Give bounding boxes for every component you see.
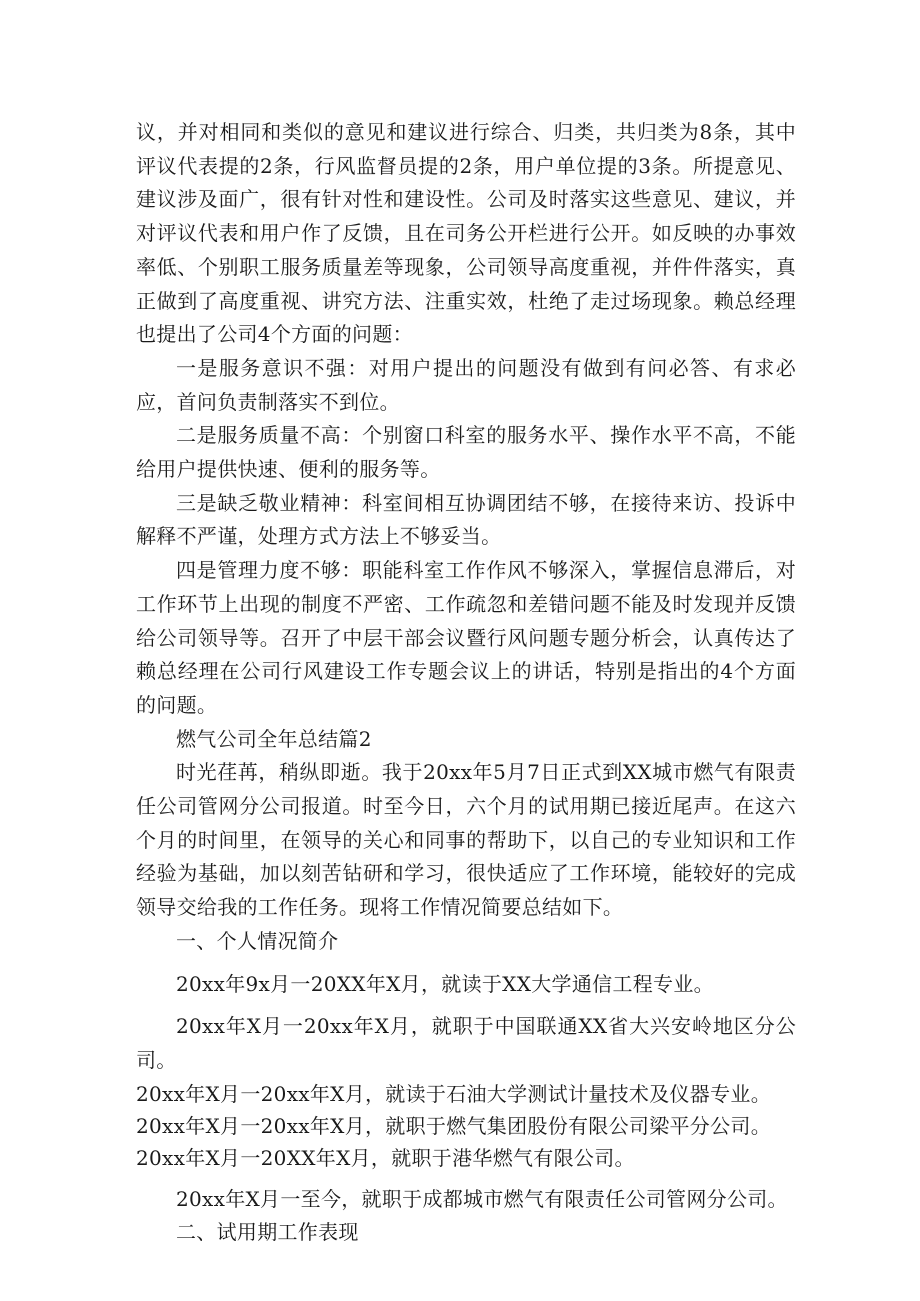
paragraph-probation-intro: 时光荏苒，稍纵即逝。我于20xx年5月7日正式到XX城市燃气有限责任公司管网分公司报道。时至今日，六个月的试用期已接近尾声。在这六个月的时间里，在领导的关心和同事的帮助下，以自己的专业知识和工作经验为基础，加以刻苦钻研和学习，很快适应了工作环境，能较好的完成领导交给我的工作任务。现将工作情况简要总结如下。 (136, 760, 796, 920)
section-title-part-2: 燃气公司全年总结篇2 (176, 726, 372, 751)
resume-item-5: 20xx年X月一20XX年X月，就职于港华燃气有限公司。 (136, 1145, 635, 1170)
paragraph-feedback-summary: 议，并对相同和类似的意见和建议进行综合、归类，共归类为8条，其中评议代表提的2条，行风监督员提的2条，用户单位提的3条。所提意见、建议涉及面广，很有针对性和建设性。公司及时落实这些意见、建议，并对评议代表和用户作了反馈，且在司务公开栏进行公开。如反映的办事效率低、个别职工服务质量差等现象，公司领导高度重视，并件件落实，真正做到了高度重视、讲究方法、注重实效，杜绝了走过场现象。赖总经理也提出了公司4个方面的问题： (136, 120, 796, 347)
paragraph-problem-1: 一是服务意识不强：对用户提出的问题没有做到有问必答、有求必应，首问负责制落实不到位。 (136, 355, 796, 414)
heading-personal-profile: 一、个人情况简介 (176, 928, 339, 953)
paragraph-problem-3: 三是缺乏敬业精神：科室间相互协调团结不够，在接待来访、投诉中解释不严谨，处理方式方法上不够妥当。 (136, 490, 796, 549)
resume-item-4: 20xx年X月一20xx年X月，就职于燃气集团股份有限公司梁平分公司。 (136, 1113, 771, 1138)
document-body (136, 116, 796, 1250)
paragraph-problem-2: 二是服务质量不高：个别窗口科室的服务水平、操作水平不高，不能给用户提供快速、便利的服务等。 (136, 423, 796, 482)
resume-item-1: 20xx年9x月一20XX年X月，就读于XX大学通信工程专业。 (176, 971, 714, 996)
resume-item-2: 20xx年X月一20xx年X月，就职于中国联通XX省大兴安岭地区分公司。 (136, 1014, 796, 1072)
heading-probation-performance: 二、试用期工作表现 (176, 1220, 359, 1245)
resume-item-3: 20xx年X月一20xx年X月，就读于石油大学测试计量技术及仪器专业。 (136, 1081, 771, 1106)
paragraph-problem-4: 四是管理力度不够：职能科室工作作风不够深入，掌握信息滞后，对工作环节上出现的制度不严密、工作疏忽和差错问题不能及时发现并反馈给公司领导等。召开了中层干部会议暨行风问题专题分析会，认真传达了赖总经理在公司行风建设工作专题会议上的讲话，特别是指出的4个方面的问题。 (136, 558, 796, 717)
resume-item-6: 20xx年X月一至今，就职于成都城市燃气有限责任公司管网分公司。 (176, 1186, 788, 1211)
